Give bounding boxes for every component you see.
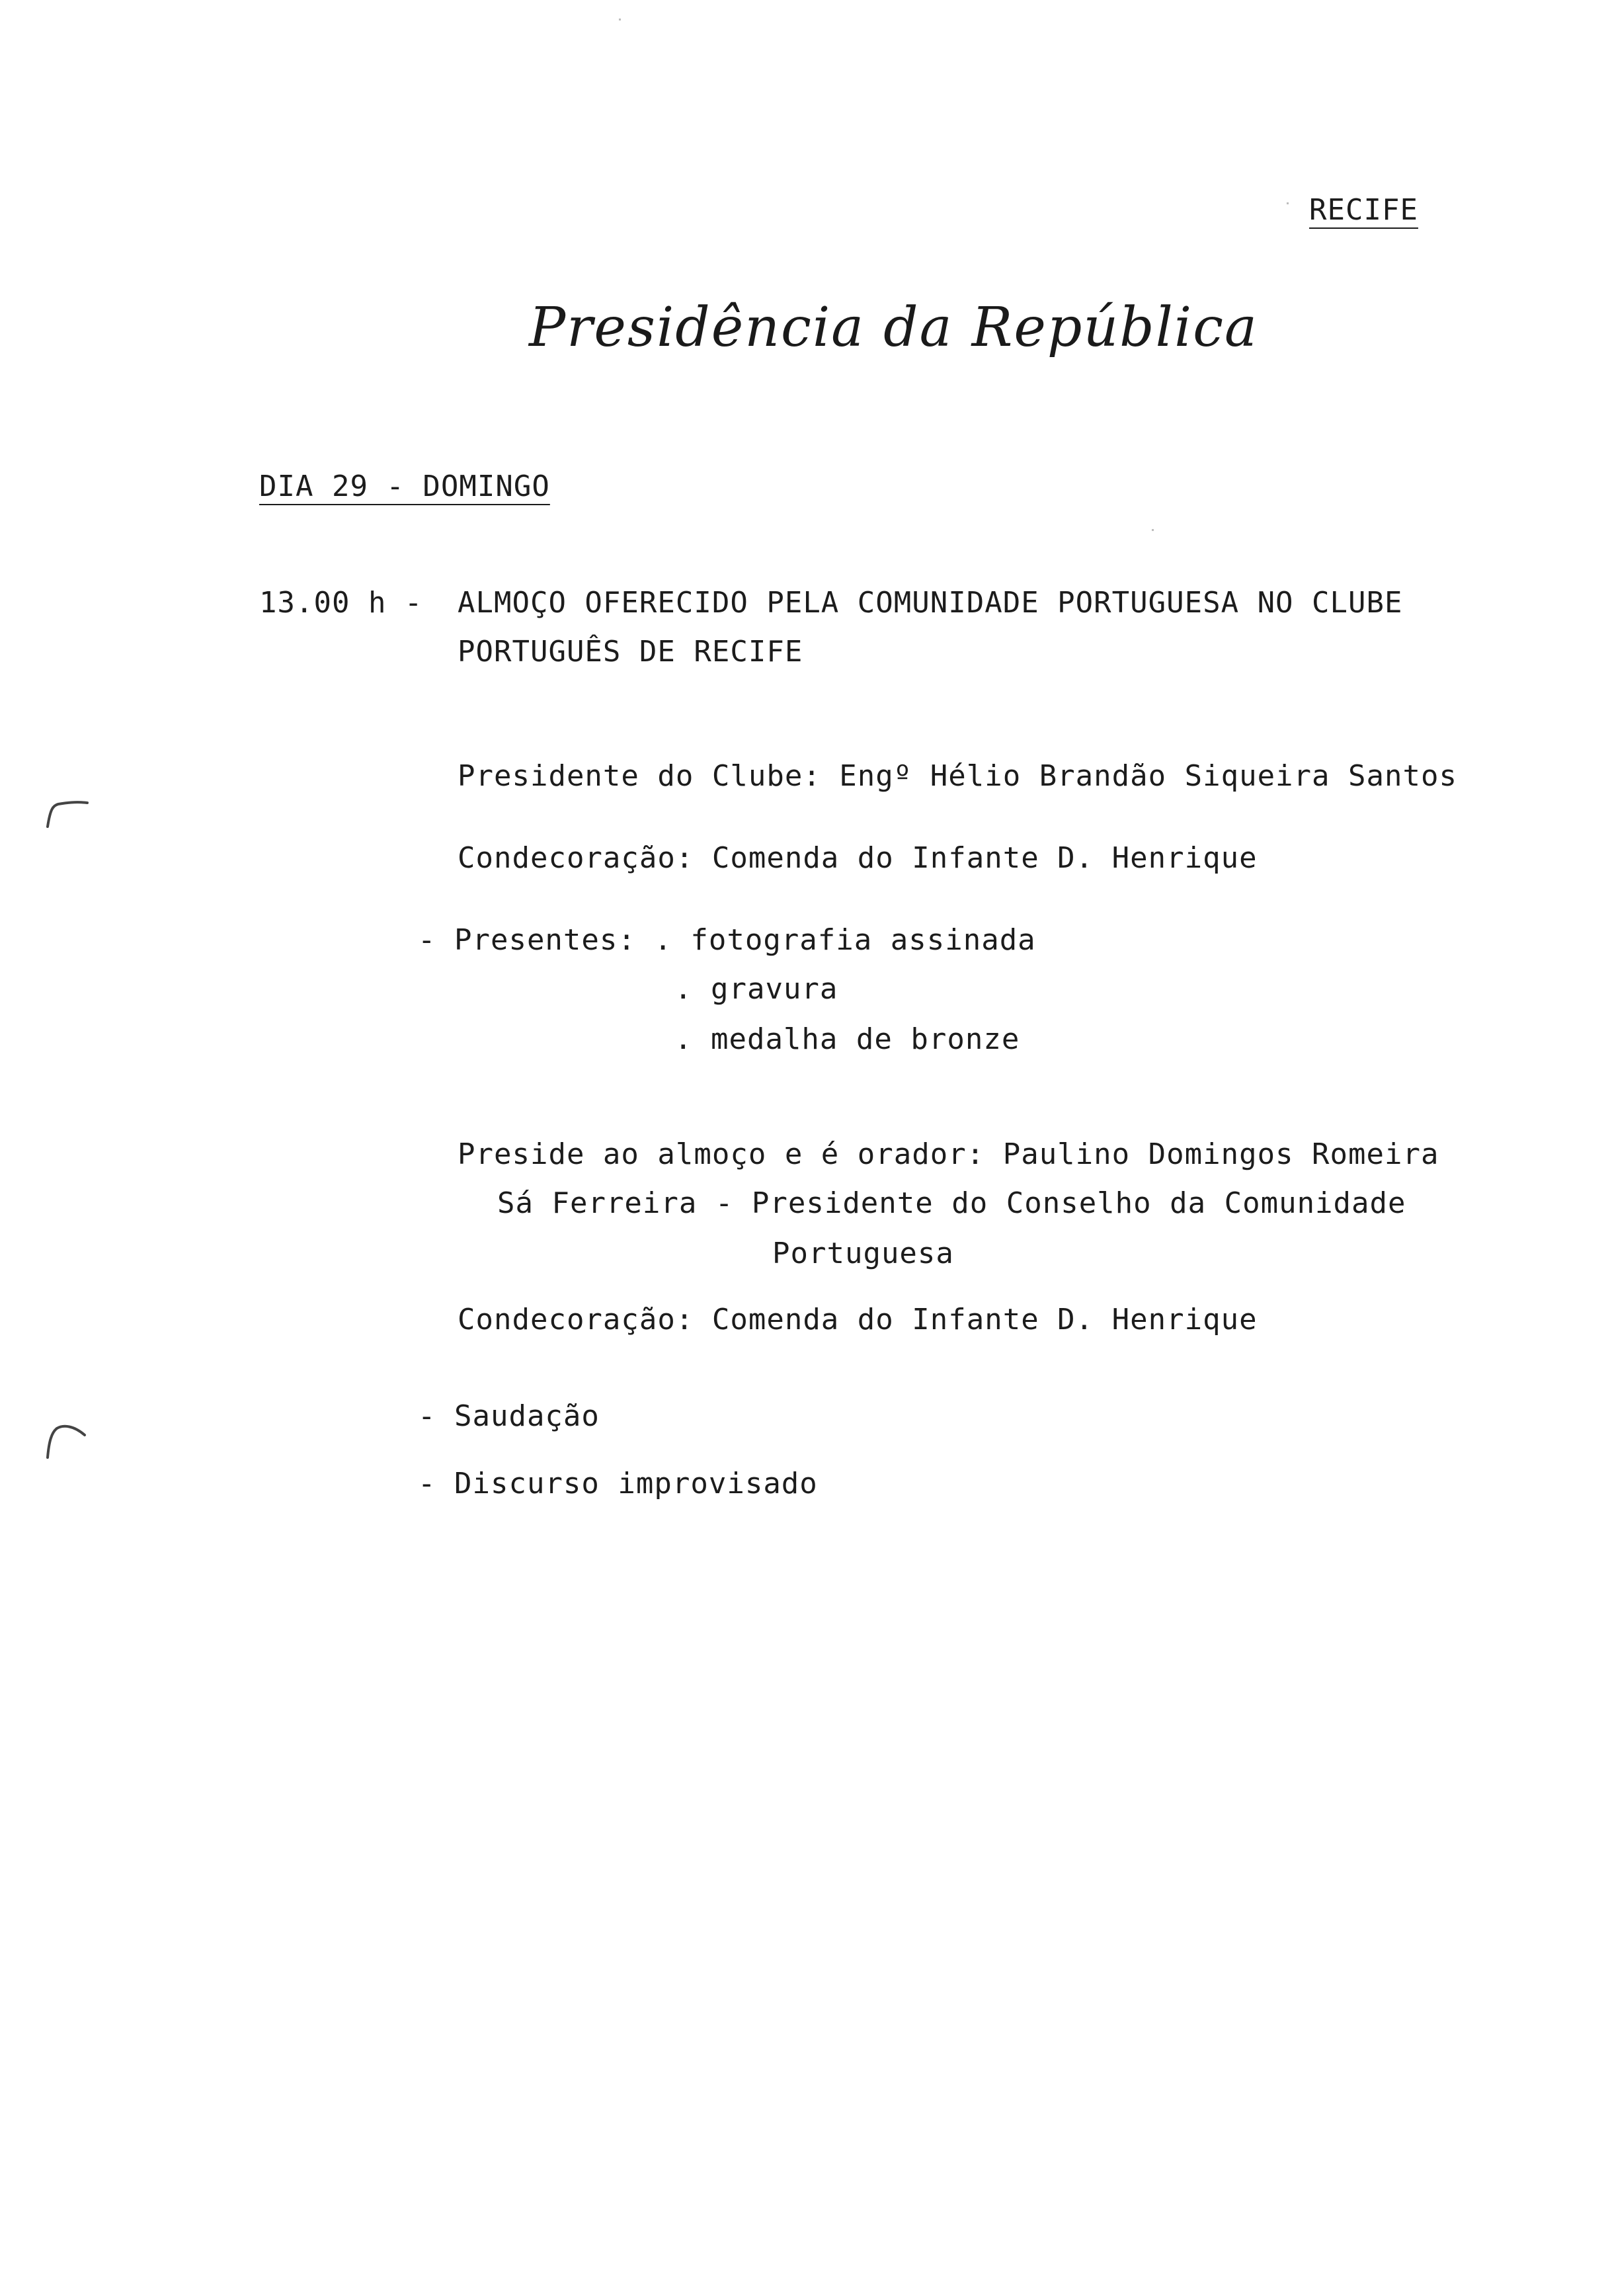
punch-mark-icon bbox=[44, 790, 97, 829]
gift-item-medal: . medalha de bronze bbox=[674, 1022, 1020, 1056]
punch-mark-icon bbox=[44, 1415, 97, 1461]
scan-speck bbox=[1152, 529, 1154, 531]
club-president: Presidente do Clube: Engº Hélio Brandão Siqueira Santos bbox=[458, 759, 1457, 793]
closing-greeting: - Saudação bbox=[418, 1399, 600, 1433]
closing-speech: - Discurso improvisado bbox=[418, 1467, 818, 1500]
event-title-line2: PORTUGUÊS DE RECIFE bbox=[458, 635, 803, 669]
event-title-line1: ALMOÇO OFERECIDO PELA COMUNIDADE PORTUGUESA NO CLUBE bbox=[458, 586, 1403, 620]
presides-line1: Preside ao almoço e é orador: Paulino Domingos Romeira bbox=[458, 1137, 1439, 1171]
scan-speck bbox=[619, 19, 621, 20]
club-decoration: Condecoração: Comenda do Infante D. Henrique bbox=[458, 841, 1258, 875]
gift-item-engraving: . gravura bbox=[674, 972, 838, 1006]
event-time: 13.00 h - bbox=[259, 586, 423, 620]
location-header: RECIFE bbox=[1309, 193, 1418, 227]
presides-line3: Portuguesa bbox=[772, 1237, 954, 1270]
scan-speck bbox=[1287, 202, 1289, 204]
presides-decoration: Condecoração: Comenda do Infante D. Henrique bbox=[458, 1303, 1258, 1336]
presides-line2: Sá Ferreira - Presidente do Conselho da Comunidade bbox=[497, 1186, 1406, 1220]
gifts-label: - Presentes: . fotografia assinada bbox=[418, 923, 1036, 957]
letterhead-presidencia: Presidência da República bbox=[529, 296, 1258, 359]
day-heading: DIA 29 - DOMINGO bbox=[259, 470, 550, 503]
